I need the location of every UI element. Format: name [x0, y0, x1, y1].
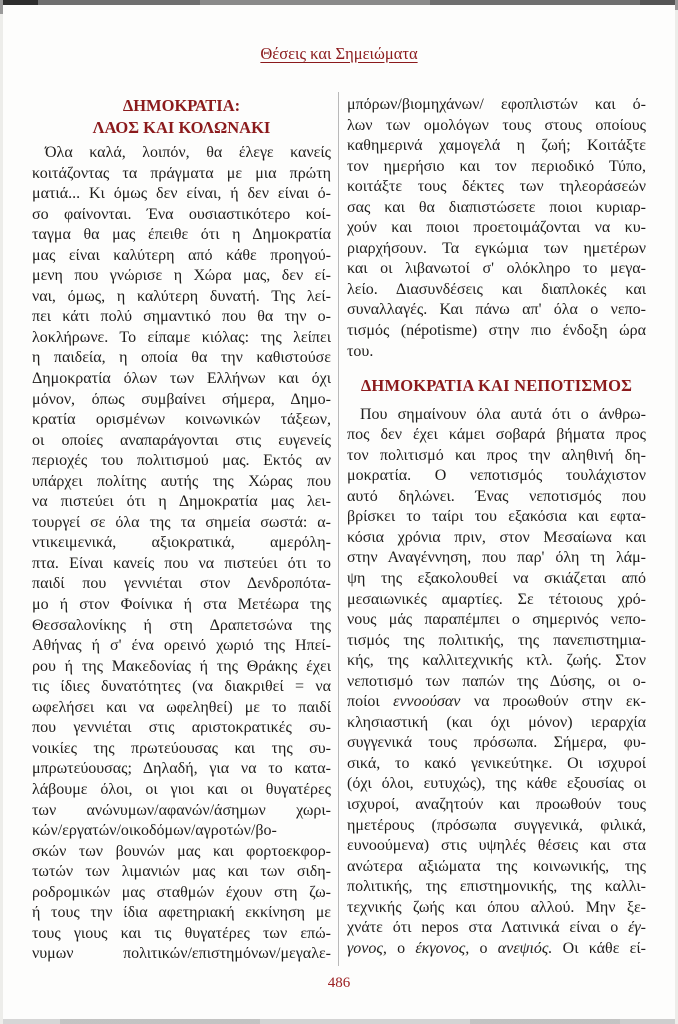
text-line: σκών των βουνών μας και φορτοεκφορ- — [32, 842, 331, 860]
right-column-text-para2 — [347, 405, 646, 960]
text-line: τεχνικής ζωής και όπου αλλού. Μην ξε- — [347, 898, 646, 916]
text-line: τουργεί σε όλα της τα σημεία σωστά: α- — [32, 513, 331, 531]
scan-edge-left — [0, 0, 3, 1024]
text-line: καθημερινά χαμογελά η ζωή; Κοιτάξτε — [347, 137, 646, 155]
left-column-text — [32, 143, 331, 965]
text-line: ρου ή της Μακεδονίας ή της Θράκης έχει — [32, 657, 331, 675]
text-line: Αθήνας ή σ' ένα ορεινό χωριό της Ηπεί- — [32, 637, 331, 655]
text-line: οι οποίες αναπαράγονται στις ευγενείς — [32, 431, 331, 449]
text-line: λων των ομολόγων τους στους οποίους — [347, 116, 646, 134]
text-line: τον ημερήσιο και τον περιοδικό Τύπο, — [347, 157, 646, 175]
text-line: περιοχές του πολιτισμού μας. Εκτός αν — [32, 452, 331, 470]
right-column — [347, 95, 646, 959]
text-line: μόνον, όπως συμβαίνει σήμερα, Δημο- — [32, 390, 331, 408]
text-line: αυτό δηλώνει. Ένας νεποτισμός που — [347, 487, 646, 505]
text-line: λείο. Διασυνδέσεις και διαπλοκές και — [347, 280, 646, 298]
article-heading-line1: ΔΗΜΟΚΡΑΤΙΑ: — [122, 96, 241, 115]
text-line: των ανώνυμων/αφανών/άσημων χωρι- — [32, 801, 331, 819]
text-line: μοκρατία. Ο νεποτισμός τουλάχιστον — [347, 467, 646, 485]
text-line: πολιτικής, της επιστημονικής, της καλλι- — [347, 878, 646, 896]
text-line: και οι λιβανωτοί σ' ολόκληρο το μεγα- — [347, 260, 646, 278]
text-line: ριαρχήσουν. Τα εγκώμια των ημετέρων — [347, 239, 646, 257]
text-line: ευνοούμενα) στις υψηλές θέσεις και στα — [347, 837, 646, 855]
section-heading: ΔΗΜΟΚΡΑΤΙΑ ΚΑΙ ΝΕΠΟΤΙΣΜΟΣ — [360, 376, 633, 396]
scan-edge-bottom — [0, 1019, 678, 1024]
text-line: λοκλήρωνε. Το είπαμε κιόλας: της λείπει — [32, 328, 331, 346]
text-line: ισχυροί, αναζητούν και προωθούν τους — [347, 796, 646, 813]
text-line: τισμός της πολιτικής, της πανεπιστημια- — [347, 631, 646, 649]
text-line: ματιά... Κι όμως δεν είναι, ή δεν είναι ό- — [32, 185, 331, 203]
text-line: ναι, όμως, η καλύτερη δυνατή. Της λεί- — [32, 287, 331, 305]
text-line: Που σημαίνουν όλα αυτά ότι ο άνθρω- — [360, 405, 646, 423]
text-line: γονος, ο έκγονος, ο ανεψιός. Οι κάθε εί- — [347, 939, 646, 957]
text-line: πος δεν έχει κάμει σοβαρά βήματα προς — [347, 426, 646, 444]
text-line: χνάτε ότι nepos στα Λατινικά είναι ο έγ- — [347, 919, 646, 937]
text-line: Θεσσαλονίκης ή στη Δραπετσώνα της — [32, 616, 331, 634]
text-line: παιδί που γεννιέται στον Δενδροπότα- — [32, 575, 331, 593]
text-line: μεσαιωνικές αμαρτίες. Σε τέτοιους χρό- — [347, 590, 646, 608]
text-line: ποίοι εννοούσαν να προωθούν στην εκ- — [347, 693, 646, 711]
right-column-text-para1 — [347, 95, 646, 362]
text-line: νους μάς παραπέμπει ο σημερινός νεπο- — [347, 611, 646, 629]
text-line: τισμός (népotisme) στην πιο ένδοξη ώρα — [347, 322, 646, 340]
text-line: τωτών των λιμανιών μας και των σιδη- — [32, 863, 331, 881]
text-line: κοιτάζοντας τα πράγματα με μια πρώτη — [32, 164, 331, 182]
text-line: υπάρχει πολίτης αυτής της Χώρας που — [32, 472, 331, 490]
text-line: νυμων πολιτικών/επιστημόνων/μεγαλε- — [32, 945, 331, 963]
text-line: κής, της καλλιτεχνικής κτλ. ζωής. Στον — [347, 652, 646, 670]
text-line: μενη που γνώρισε η Χώρα μας, δεν εί- — [32, 267, 331, 285]
text-line: τον πολιτισμό και προς την αληθινή δη- — [347, 446, 646, 464]
text-line: κών/εργατών/οικοδόμων/αγροτών/βο- — [32, 822, 277, 840]
text-line: ψη της εξακολουθεί να σκιάζεται από — [347, 569, 646, 587]
text-line: Όλα καλά, λοιπόν, θα έλεγε κανείς — [45, 144, 331, 161]
text-line: ημετέρους (πρόσωπα συγγενικά, φιλικά, — [347, 816, 646, 834]
text-line: (όχι όλοι, ευτυχώς), της κάθε εξουσίας οι — [347, 775, 646, 793]
text-line: κρατία ορισμένων κοινωνικών τάξεων, — [32, 411, 331, 429]
text-line: ταγμα θα μας έπειθε ότι η Δημοκρατία — [32, 226, 331, 244]
scan-edge-top — [0, 0, 678, 5]
text-line: βρίσκει το ταίρι του εξακόσια και εφτα- — [347, 508, 646, 526]
text-line: νοικίες της πρωτεύουσας και της συ- — [32, 739, 331, 757]
text-line: του. — [347, 342, 374, 360]
text-line: σικά, το κακό γενικεύτηκε. Οι ισχυροί — [347, 754, 646, 772]
column-divider — [338, 92, 339, 966]
text-line: μας είναι καλύτερη από κάθε προηγού- — [32, 246, 331, 264]
text-line: κλησιαστική (και όχι μόνον) ιεραρχία — [347, 713, 646, 731]
text-line: λάβουμε όλοι, οι γιοι και οι θυγατέρες — [32, 780, 331, 798]
article-heading-line2: ΛΑΟΣ ΚΑΙ ΚΟΛΩΝΑΚΙ — [92, 117, 271, 137]
text-line: συναλλαγές. Και πάνω απ' όλα ο νεπο- — [347, 301, 646, 319]
text-line: μπόρων/βιομηχάνων/ εφοπλιστών και ό- — [347, 96, 646, 113]
text-line: χούν και ποιοι προετοιμάζονται να κυ- — [347, 219, 646, 237]
text-line: κοιτάξτε τους δέκτες των τηλεοράσεών — [347, 178, 646, 196]
text-line: ή τους την ίδια αφετηριακή εκκίνηση με — [32, 904, 331, 922]
text-line: τους γιους και τις θυγατέρες των επώ- — [32, 924, 331, 942]
text-line: Δημοκρατία όλων των Ελλήνων και όχι — [32, 370, 331, 388]
text-line: να πιστεύει ότι η Δημοκρατία μας λει- — [32, 493, 331, 511]
left-column — [32, 95, 331, 965]
article-heading — [32, 95, 331, 138]
text-line: που γεννιέται στις αριστοκρατικές συ- — [32, 719, 331, 737]
text-line: ανώτερα αξιώματα της κοινωνικής, της — [347, 857, 646, 875]
text-line: τις ίδιες δυνατότητες (να διακριθεί = να — [32, 678, 331, 696]
text-line: νεποτισμό των παπών της Δύσης, οι ο- — [347, 672, 646, 690]
text-line: ντικειμενικά, αξιοκρατικά, αμερόλη- — [32, 534, 331, 552]
running-head: Θέσεις και Σημειώματα — [260, 44, 418, 63]
text-line: μο ή στον Φοίνικα ή στα Μετέωρα της — [32, 596, 331, 614]
page-number: 486 — [327, 975, 351, 991]
text-line: ροδρομικών μας σταθμών έχουν στη ζω- — [32, 883, 331, 901]
text-line: πτα. Είναι κανείς που να πιστεύει ότι το — [32, 554, 331, 572]
text-line: μπρωτεύουσας; Δηλαδή, για να το κατα- — [32, 760, 331, 778]
text-line: κόσια χρόνια πριν, στον Μεσαίωνα και — [347, 528, 646, 546]
text-line: η παιδεία, η οποία θα την καθιστούσε — [32, 349, 331, 367]
text-line: πει κάτι πολύ σημαντικό που θα την ο- — [32, 308, 331, 326]
text-line: στην Αναγέννηση, που παρ' όλη τη λάμ- — [347, 549, 646, 567]
text-line: συγγενικά τους πρόσωπα. Σήμερα, φυ- — [347, 734, 646, 752]
text-line: σας και θα διαπιστώσετε ποιοι κυριαρ- — [347, 198, 646, 216]
text-line: σο φαίνονται. Ένα ουσιαστικότερο κοί- — [32, 205, 331, 223]
text-line: ωφελήσει και να ωφεληθεί) με το παιδί — [32, 698, 331, 716]
